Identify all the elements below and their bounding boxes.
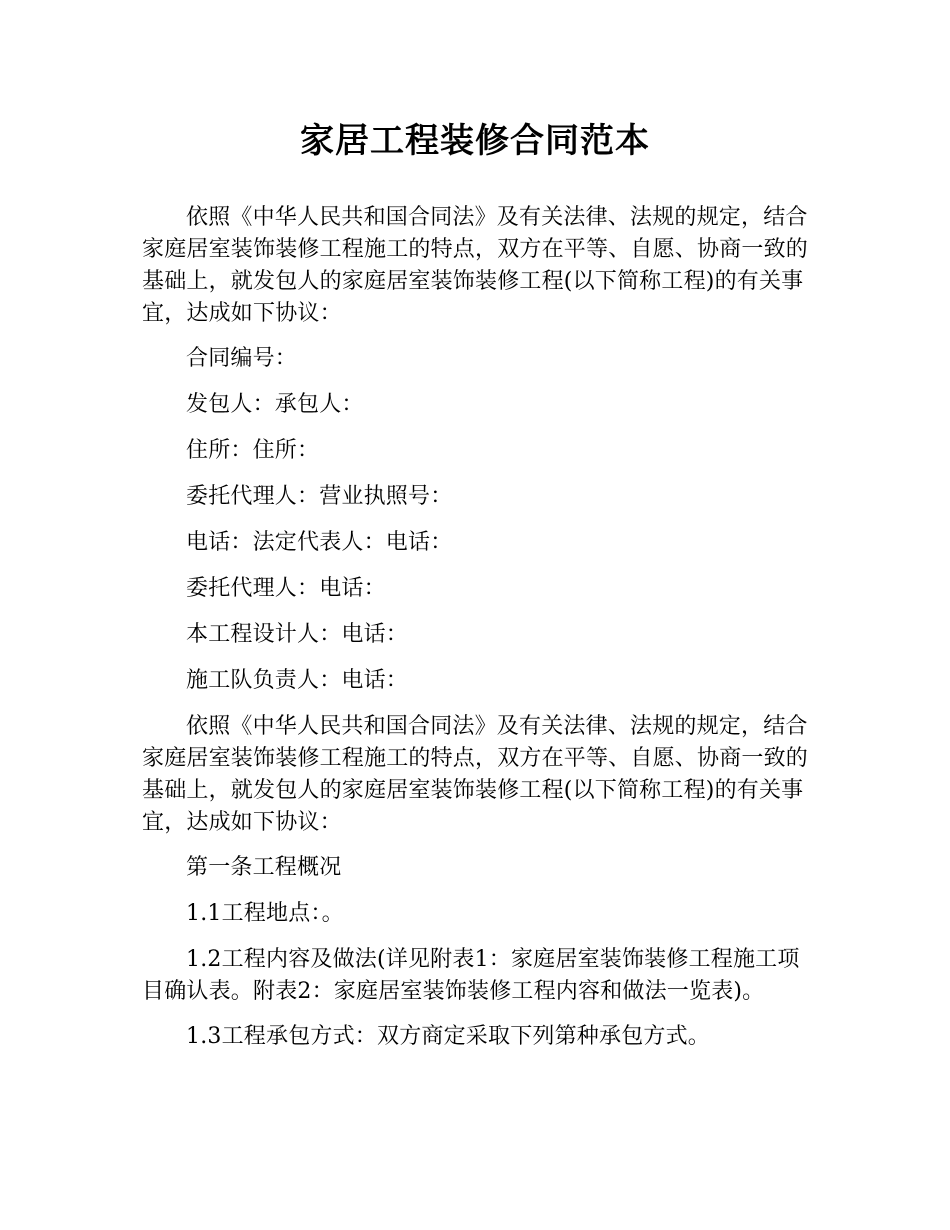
document-title: 家居工程装修合同范本 <box>300 121 650 161</box>
contract-number-line: 合同编号： <box>186 346 298 371</box>
agreement-paragraph: 依照《中华人民共和国合同法》及有关法律、法规的规定，结合家庭居室装饰装修工程施工的特点，双方在平等、自愿、协商一致的基础上，就发包人的家庭居室装饰装修工程(以下简称工程)的有关事宜，达成如下协议： <box>142 714 809 835</box>
agent-license-line: 委托代理人：营业执照号： <box>186 484 453 509</box>
designer-phone-line: 本工程设计人：电话： <box>186 622 409 647</box>
document-body <box>142 202 810 1066</box>
clause-1-3: 1.3工程承包方式：双方商定采取下列第种承包方式。 <box>186 1024 710 1049</box>
intro-paragraph: 依照《中华人民共和国合同法》及有关法律、法规的规定，结合家庭居室装饰装修工程施工的特点，双方在平等、自愿、协商一致的基础上，就发包人的家庭居室装饰装修工程(以下简称工程)的有关事宜，达成如下协议： <box>142 205 809 326</box>
clause-1-1: 1.1工程地点：。 <box>186 901 344 926</box>
address-line: 住所：住所： <box>186 438 320 463</box>
section-heading-article-1: 第一条工程概况 <box>186 855 342 880</box>
team-leader-phone-line: 施工队负责人：电话： <box>186 668 409 693</box>
clause-1-2: 1.2工程内容及做法(详见附表1：家庭居室装饰装修工程施工项目确认表。附表2：家庭居室装饰装修工程内容和做法一览表)。 <box>142 947 800 1004</box>
agent-phone-line: 委托代理人：电话： <box>186 576 386 601</box>
parties-line: 发包人：承包人： <box>186 392 364 417</box>
phone-legal-rep-line: 电话：法定代表人：电话： <box>186 530 453 555</box>
